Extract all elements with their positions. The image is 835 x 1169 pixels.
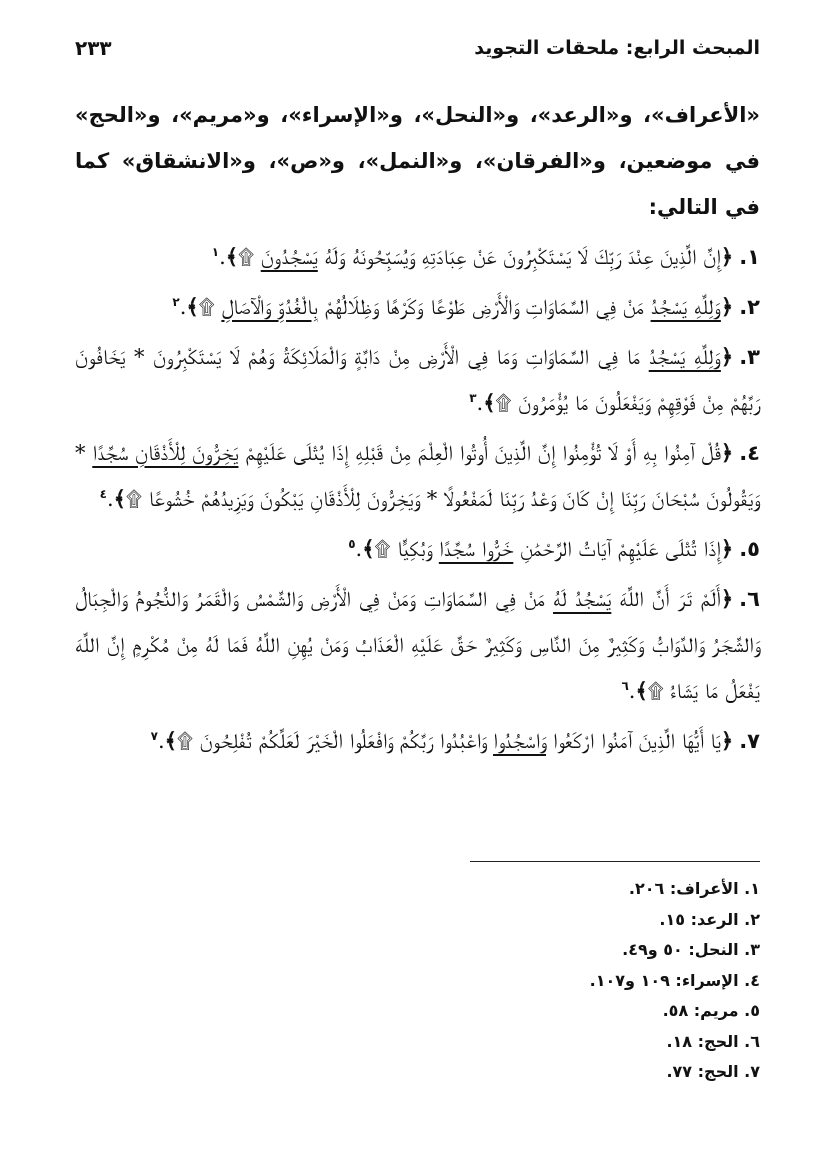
verse-text-segment: ۩ <box>198 295 222 319</box>
footnote-item: ٧. الحج: ٧٧. <box>666 1062 760 1081</box>
main-text <box>75 92 760 764</box>
verse-text-segment: ﴾ <box>483 390 496 415</box>
verse-text-segment: إِذَا تُتْلَى عَلَيْهِمْ آيَاتُ الرَّحْمَٰنِ <box>513 537 721 561</box>
verse-text-segment: . <box>106 487 114 511</box>
sajda-word-underlined: يَخِرُّونَ لِلْأَذْقَانِ سُجَّدًا <box>92 441 239 465</box>
footnote-item: ٦. الحج: ١٨. <box>666 1031 760 1051</box>
sajda-word-underlined: وَلِلَّهِ يَسْجُدُ <box>650 295 721 319</box>
verse-text-segment: . <box>476 391 484 415</box>
verse-text-segment: ﴾ <box>362 536 375 561</box>
verse-text-segment: ﴿ <box>720 244 734 269</box>
verse-text-segment: ﴿ <box>720 586 734 611</box>
footnote-divider <box>470 861 760 862</box>
verse-list <box>75 234 760 764</box>
verse-number: ٧. <box>739 729 760 753</box>
verse-text-segment: ۩ <box>238 245 261 269</box>
verse-number: ١. <box>739 245 760 269</box>
verse-text-segment: ﴾ <box>186 294 199 319</box>
running-title: المبحث الرابع: ملحقات التجويد <box>474 37 760 59</box>
verse-text-segment: ۩ <box>647 679 671 703</box>
verse-text-segment: مَا فِي السَّمَاوَاتِ وَمَا فِي الْأَرْضِ مِنْ دَابَّةٍ وَالْمَلَائِكَةُ وَهُمْ لَا يَسْتَكْبِرُونَ * يَخَافُونَ رَبَّهُمْ مِنْ فَوْقِهِمْ وَيَفْعَلُونَ مَا يُؤْمَرُونَ <box>75 345 760 415</box>
sajda-word-underlined: يَسْجُدُ لَهُ <box>553 587 612 611</box>
verse-text-segment: ﴿ <box>720 728 734 753</box>
verse-text-segment: . <box>219 245 226 269</box>
page-header <box>75 30 760 66</box>
verse-text-segment: ﴾ <box>225 244 239 269</box>
verse-item <box>75 526 760 572</box>
verse-text-segment: ﴾ <box>164 728 177 753</box>
footnote-item: ٥. مريم: ٥٨. <box>662 1001 760 1020</box>
verse-text-segment: مَنْ فِي السَّمَاوَاتِ وَمَنْ فِي الْأَرْضِ وَالشَّمْسُ وَالْقَمَرُ وَالنُّجُومُ وَالْجِبَالُ وَالشَّجَرُ وَالدَّوَابُّ وَكَثِيرٌ مِنَ النَّاسِ وَكَثِيرٌ حَقَّ عَلَيْهِ الْعَذَابُ وَمَنْ يُهِنِ اللَّهُ فَمَا لَهُ مِنْ مُكْرِمٍ إِنَّ اللَّهَ يَفْعَلُ مَا يَشَاءُ <box>75 587 760 703</box>
verse-item <box>75 430 760 522</box>
verse-number: ٥. <box>739 537 760 561</box>
verse-text-segment: ﴿ <box>720 440 734 465</box>
footnote-marker: ٦ <box>621 679 629 693</box>
footnote-marker: ٧ <box>150 729 158 743</box>
verse-text-segment: . <box>157 729 165 753</box>
footnote-item: ١. الأعراف: ٢٠٦. <box>628 879 760 898</box>
verse-item <box>75 334 760 426</box>
verse-text-segment: . <box>179 295 187 319</box>
verse-number: ٤. <box>739 441 760 465</box>
verse-text-segment: إِنَّ الَّذِينَ عِنْدَ رَبِّكَ لَا يَسْتَكْبِرُونَ عَنْ عِبَادَتِهِ وَيُسَبِّحُونَهُ وَلَهُ <box>317 245 721 269</box>
sajda-word-underlined: وَلِلَّهِ يَسْجُدُ <box>648 345 721 369</box>
verse-text-segment: ۩ <box>176 729 200 753</box>
verse-text-segment: ۩ <box>125 487 149 511</box>
verse-text-segment: وَاعْبُدُوا رَبَّكُمْ وَافْعَلُوا الْخَيْرَ لَعَلَّكُمْ تُفْلِحُونَ <box>199 729 494 753</box>
verse-item <box>75 284 760 330</box>
verse-text-segment: وَبُكِيًّا <box>397 537 439 561</box>
footnote-marker: ٣ <box>469 391 477 405</box>
footnote-marker: ٢ <box>172 295 180 309</box>
verse-number: ٦. <box>739 587 760 611</box>
verse-text-segment: . <box>355 537 363 561</box>
sajda-word-underlined: خَرُّوا سُجَّدًا <box>438 537 514 561</box>
intro-paragraph: «الأعراف»، و«الرعد»، و«النحل»، و«الإسراء»، و«مريم»، و«الحج» في موضعين، و«الفرقان»، و«النمل»، و«ص»، و«الانشقاق» كما في التالي: <box>75 103 760 219</box>
verse-text-segment: أَلَمْ تَرَ أَنَّ اللَّهَ <box>611 587 721 611</box>
verse-text-segment: مَنْ فِي السَّمَاوَاتِ وَالْأَرْضِ طَوْعًا وَكَرْهًا وَظِلَالُهُمْ <box>317 295 651 319</box>
verse-text-segment: ﴿ <box>720 344 734 369</box>
verse-text-segment: ﴾ <box>113 486 126 511</box>
verse-text-segment: ۩ <box>374 537 398 561</box>
verse-item <box>75 718 760 764</box>
verse-text-segment: ﴾ <box>635 678 648 703</box>
sajda-word-underlined: بِالْغُدُوِّ وَالْآصَالِ <box>221 295 318 319</box>
footnote-marker: ١ <box>211 245 220 259</box>
verse-number: ٢. <box>739 295 760 319</box>
verse-text-segment: ﴿ <box>720 536 734 561</box>
footnote-item: ٢. الرعد: ١٥. <box>659 909 760 929</box>
footnote-marker: ٤ <box>99 487 107 501</box>
verse-text-segment: يَا أَيُّهَا الَّذِينَ آمَنُوا ارْكَعُوا <box>546 729 721 753</box>
verse-item <box>75 234 760 280</box>
verse-item <box>75 576 760 714</box>
verse-number: ٣. <box>739 345 760 369</box>
verse-text-segment: ﴿ <box>720 294 734 319</box>
verse-text-segment: . <box>628 679 636 703</box>
footnote-marker: ٥ <box>348 537 356 551</box>
footnote-item: ٤. الإسراء: ١٠٩ و١٠٧. <box>589 970 760 990</box>
verse-text-segment: ۩ <box>495 391 519 415</box>
verse-text-segment: * وَيَقُولُونَ سُبْحَانَ رَبِّنَا إِنْ كَانَ وَعْدُ رَبِّنَا لَمَفْعُولًا * وَيَخِرُّونَ لِلْأَذْقَانِ يَبْكُونَ وَيَزِيدُهُمْ خُشُوعًا <box>75 441 760 511</box>
footnote-list <box>75 874 760 1088</box>
sajda-word-underlined: وَاسْجُدُوا <box>493 729 547 753</box>
page-number: ٢٣٣ <box>75 36 112 60</box>
footnote-item: ٣. النحل: ٥٠ و٤٩. <box>622 940 760 959</box>
sajda-word-underlined: يَسْجُدُونَ <box>260 245 318 269</box>
verse-text-segment: قُلْ آمِنُوا بِهِ أَوْ لَا تُؤْمِنُوا إِنَّ الَّذِينَ أُوتُوا الْعِلْمَ مِنْ قَبْلِهِ إِذَا يُتْلَى عَلَيْهِمْ <box>238 441 721 465</box>
